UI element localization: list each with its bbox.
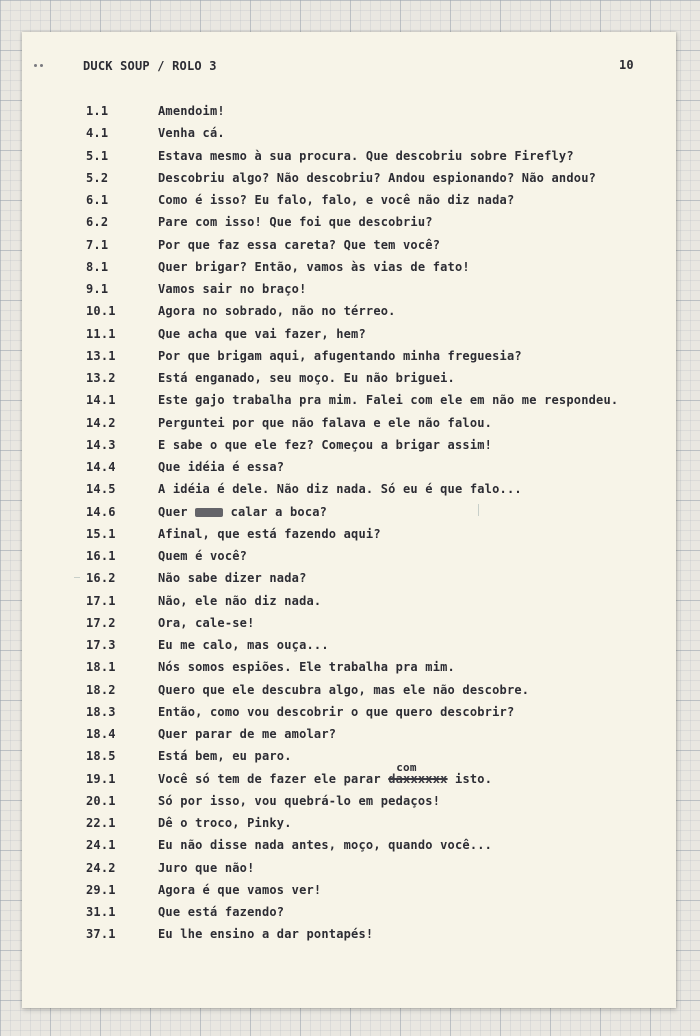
line-number: 13.1 xyxy=(86,348,116,363)
line-text: Então, como vou descobrir o que quero descobrir? xyxy=(158,704,515,719)
line-number: 14.5 xyxy=(86,482,116,497)
line-number: 17.1 xyxy=(86,593,116,608)
line-text: Este gajo trabalha pra mim. Falei com ele em não me respondeu. xyxy=(158,393,619,408)
line-text: Não, ele não diz nada. xyxy=(158,593,322,608)
line-number: 18.5 xyxy=(86,749,116,764)
line-number: 14.3 xyxy=(86,437,116,452)
line-number: 7.1 xyxy=(86,237,109,252)
line-text: Dê o troco, Pinky. xyxy=(158,816,292,830)
line-text: Juro que não! xyxy=(158,860,255,875)
stray-mark xyxy=(74,577,80,578)
line-text: Não sabe dizer nada? xyxy=(158,571,307,586)
line-text: Só por isso, vou quebrá-lo em pedaços! xyxy=(158,793,441,808)
line-text-after: calar a boca? xyxy=(230,504,328,519)
line-text: Que idéia é essa? xyxy=(158,460,285,474)
line-text: E sabe o que ele fez? Começou a brigar assim! xyxy=(158,437,493,452)
line-number: 16.2 xyxy=(86,571,116,586)
line-number: 18.2 xyxy=(86,682,116,697)
line-text: Por que faz essa careta? Que tem você? xyxy=(158,237,441,252)
line-number: 14.2 xyxy=(86,415,116,430)
line-text: Agora no sobrado, não no térreo. xyxy=(158,304,396,319)
line-text: Afinal, que está fazendo aqui? xyxy=(158,526,381,541)
line-number: 17.3 xyxy=(86,638,116,652)
line-number: 10.1 xyxy=(86,304,116,319)
line-text: Perguntei por que não falava e ele não falou. xyxy=(158,415,493,430)
stray-mark xyxy=(478,504,479,516)
line-text: Venha cá. xyxy=(158,126,225,141)
ink-smudge xyxy=(195,508,223,517)
line-number: 16.1 xyxy=(86,549,116,563)
line-text: Vamos sair no braço! xyxy=(158,282,307,296)
line-number: 37.1 xyxy=(86,927,116,942)
line-number: 13.2 xyxy=(86,371,116,385)
line-text: Por que brigam aqui, afugentando minha freguesia? xyxy=(158,348,522,363)
line-number: 29.1 xyxy=(86,882,116,897)
line-text xyxy=(158,505,327,519)
struck-text: daxxxxxx xyxy=(388,771,448,786)
handwritten-correction: com xyxy=(396,760,417,774)
line-text: Descobriu algo? Não descobriu? Andou espionando? Não andou? xyxy=(158,170,597,185)
line-text: Amendoim! xyxy=(158,104,225,118)
line-number: 14.6 xyxy=(86,504,116,519)
line-number: 19.1 xyxy=(86,771,116,786)
typed-page xyxy=(22,32,676,1008)
line-text: Eu lhe ensino a dar pontapés! xyxy=(158,927,374,942)
line-number: 9.1 xyxy=(86,282,109,296)
line-number: 18.4 xyxy=(86,727,116,741)
line-number: 14.1 xyxy=(86,393,116,408)
line-number: 8.1 xyxy=(86,259,109,274)
line-number: 17.2 xyxy=(86,615,116,630)
page-title: DUCK SOUP / ROLO 3 xyxy=(83,59,217,73)
line-text-after: isto. xyxy=(455,771,493,786)
line-number: 5.1 xyxy=(86,148,109,163)
line-text: Eu não disse nada antes, moço, quando você... xyxy=(158,838,493,853)
line-number: 24.2 xyxy=(86,860,116,875)
line-text: Agora é que vamos ver! xyxy=(158,882,322,897)
line-number: 14.4 xyxy=(86,460,116,474)
line-text: Pare com isso! Que foi que descobriu? xyxy=(158,215,433,230)
line-text: Está bem, eu paro. xyxy=(158,749,292,764)
line-text: A idéia é dele. Não diz nada. Só eu é que falo... xyxy=(158,482,522,497)
line-number: 31.1 xyxy=(86,905,116,919)
punch-marks xyxy=(34,64,46,68)
line-text: Que está fazendo? xyxy=(158,905,285,919)
line-number: 20.1 xyxy=(86,793,116,808)
line-number: 1.1 xyxy=(86,104,109,118)
line-number: 6.2 xyxy=(86,215,109,230)
line-text xyxy=(158,760,493,786)
line-number: 4.1 xyxy=(86,126,109,141)
line-number: 24.1 xyxy=(86,838,116,853)
line-text: Está enganado, seu moço. Eu não briguei. xyxy=(158,371,455,385)
page-number: 10 xyxy=(619,58,634,72)
line-text: Quer brigar? Então, vamos às vias de fato! xyxy=(158,259,470,274)
line-text: Estava mesmo à sua procura. Que descobriu sobre Firefly? xyxy=(158,148,574,163)
line-number: 22.1 xyxy=(86,816,116,830)
line-number: 18.1 xyxy=(86,660,116,675)
line-number: 6.1 xyxy=(86,193,109,207)
line-text: Quer parar de me amolar? xyxy=(158,727,337,741)
line-text: Quero que ele descubra algo, mas ele não descobre. xyxy=(158,682,530,697)
line-text: Ora, cale-se! xyxy=(158,615,255,630)
line-text-before: Você só tem de fazer ele parar xyxy=(158,771,381,786)
line-number: 18.3 xyxy=(86,704,116,719)
line-text: Como é isso? Eu falo, falo, e você não diz nada? xyxy=(158,193,515,207)
line-text: Quem é você? xyxy=(158,549,248,563)
line-text-before: Quer xyxy=(158,504,188,519)
line-text: Nós somos espiões. Ele trabalha pra mim. xyxy=(158,660,455,675)
line-text: Eu me calo, mas ouça... xyxy=(158,638,329,652)
line-number: 15.1 xyxy=(86,526,116,541)
line-text: Que acha que vai fazer, hem? xyxy=(158,326,366,341)
line-number: 11.1 xyxy=(86,326,116,341)
line-number: 5.2 xyxy=(86,170,109,185)
